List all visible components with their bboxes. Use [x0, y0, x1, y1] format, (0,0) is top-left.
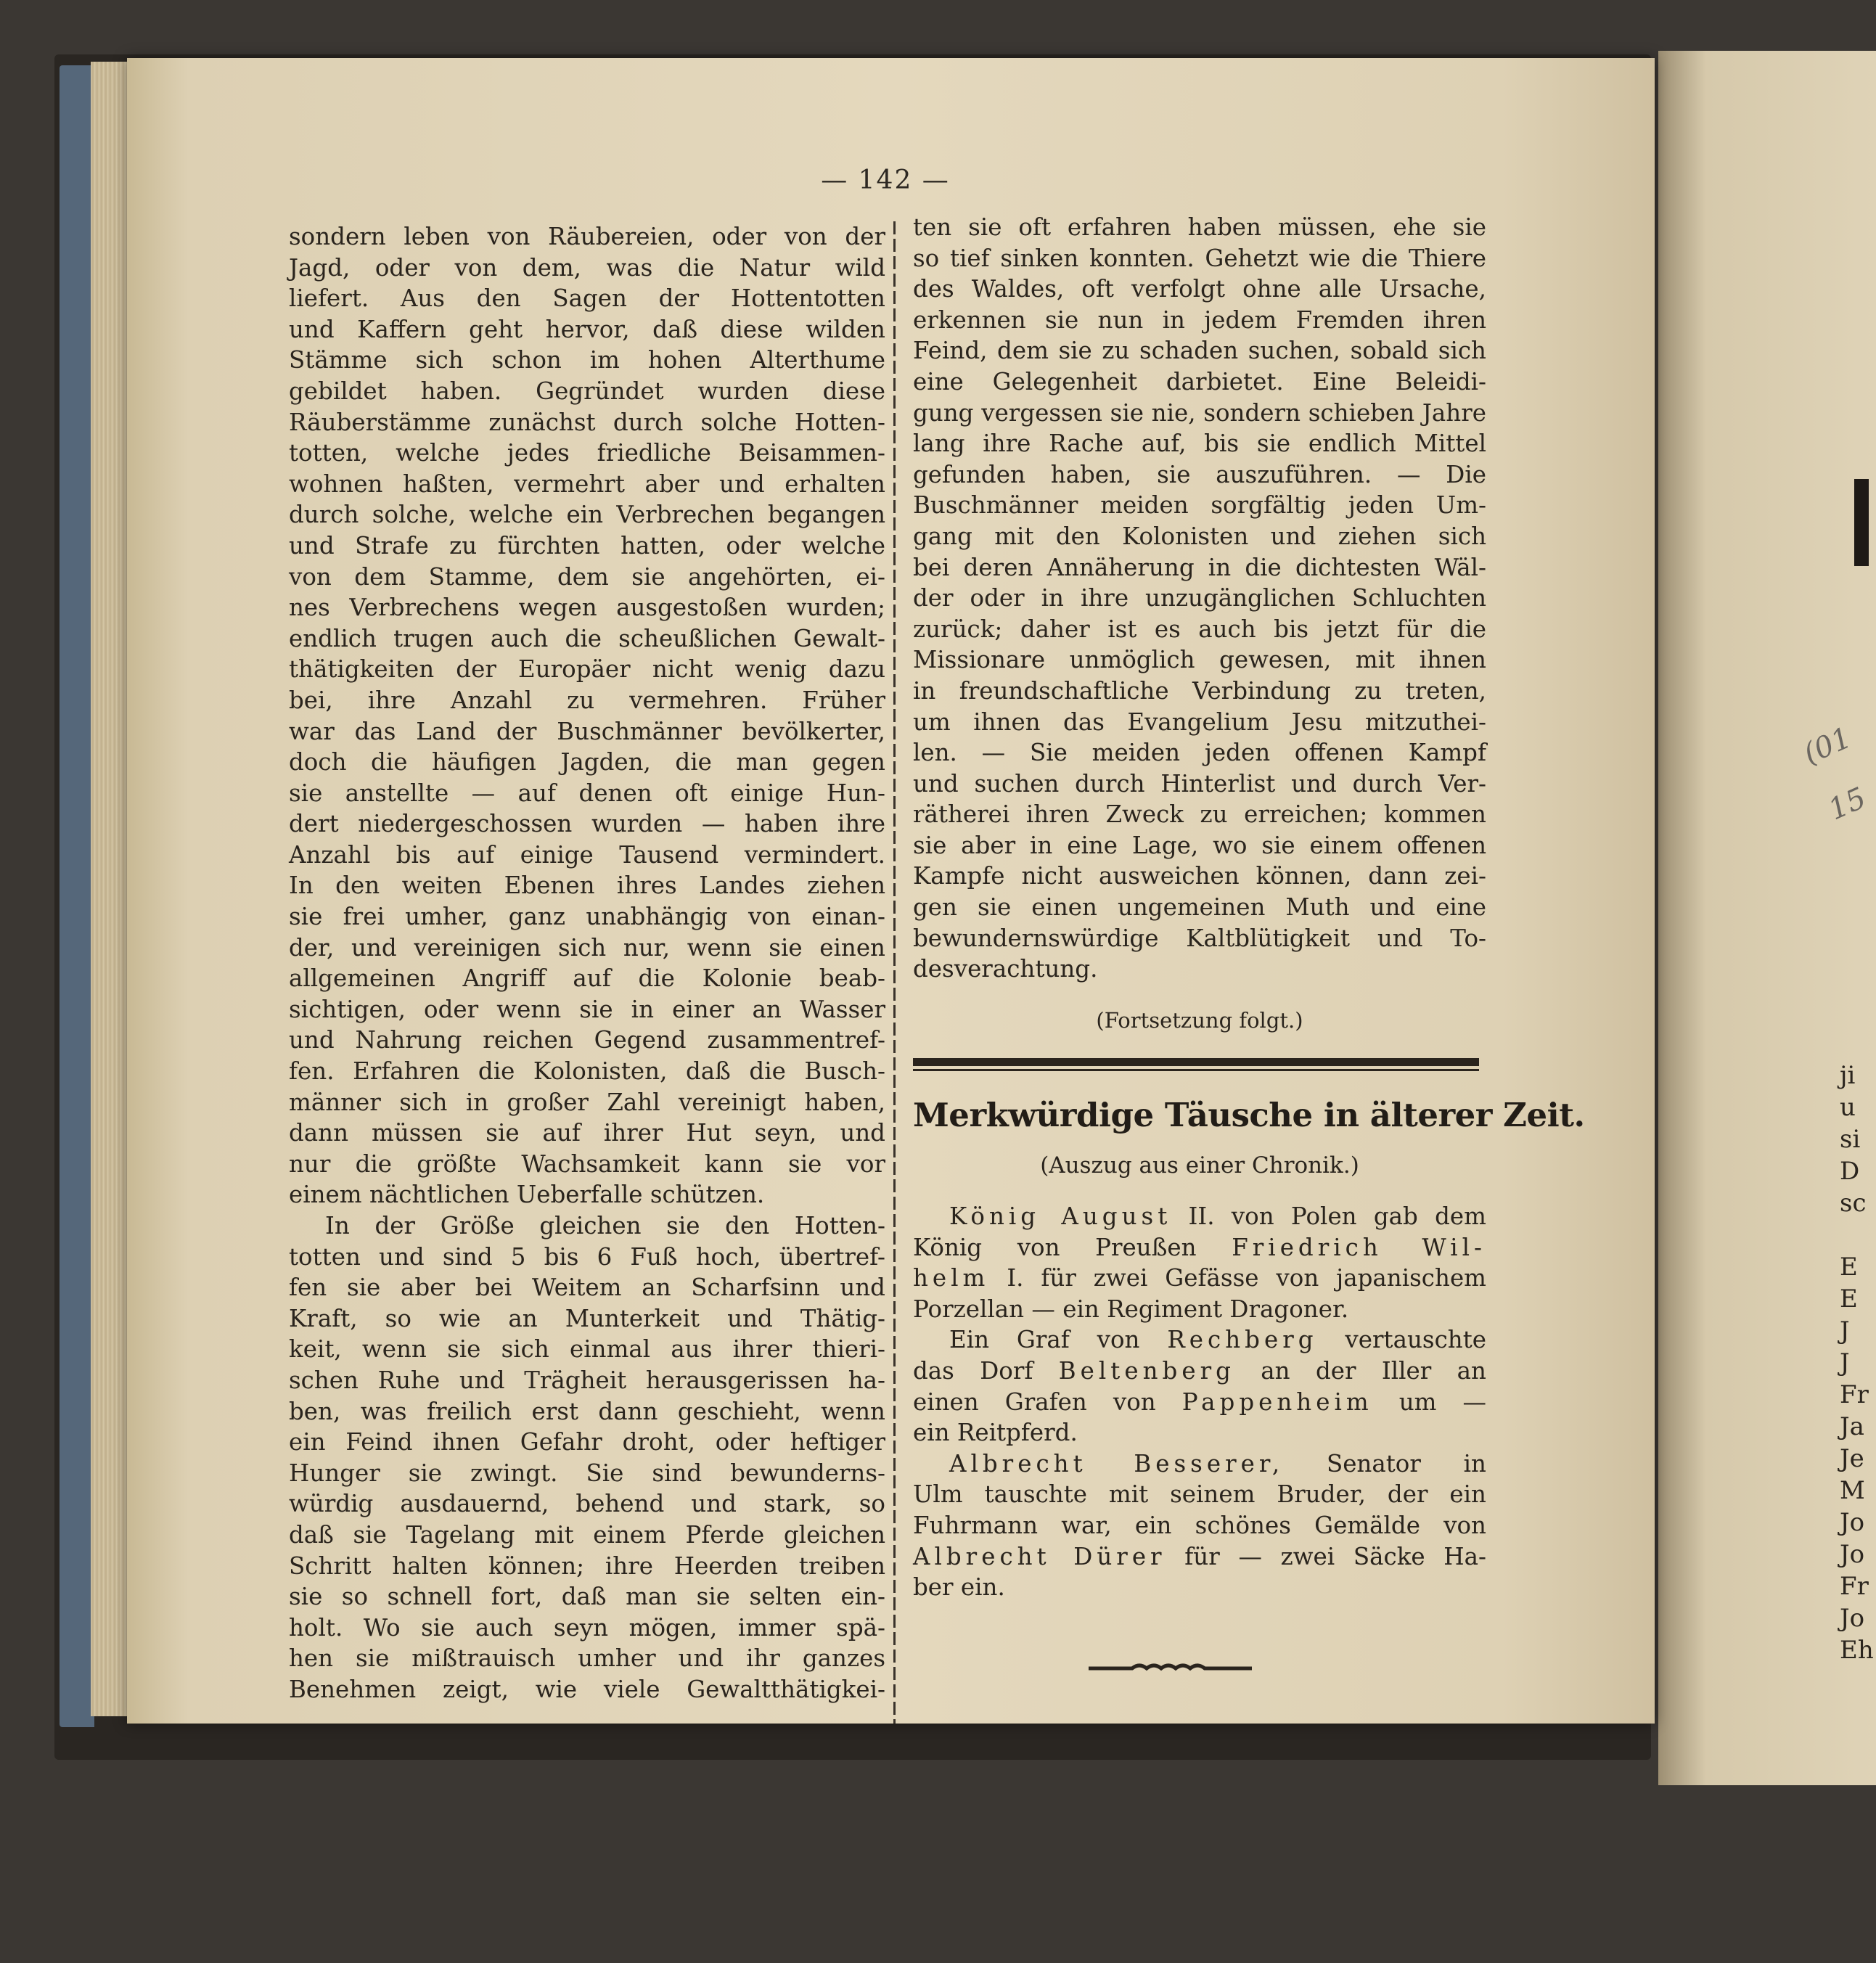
text-line: durch solche, welche ein Verbrechen begangen [289, 501, 885, 529]
text-line: erkennen sie nun in jedem Fremden ihren [913, 306, 1486, 334]
text-line: sie anstellte — auf denen oft einige Hun- [289, 779, 885, 807]
place-name: Beltenberg [1058, 1356, 1235, 1385]
text-line: ein Reitpferd. [913, 1419, 1078, 1447]
text-line: Fuhrmann war, ein schönes Gemälde von [913, 1511, 1486, 1539]
facing-page-letters: Eh [1840, 1636, 1874, 1665]
text-line: schen Ruhe und Trägheit herausgerissen ha- [289, 1366, 885, 1394]
facing-page-letters: J [1840, 1348, 1850, 1377]
facing-page-letters: sc [1840, 1189, 1867, 1218]
text-line: ein Feind ihnen Gefahr droht, oder heftiger [289, 1428, 885, 1456]
text-line: bei deren Annäherung in die dichtesten Wäl- [913, 553, 1486, 581]
text-line: ben, was freilich erst dann geschieht, wenn [289, 1397, 885, 1425]
text-line: dann müssen sie auf ihrer Hut seyn, und [289, 1119, 885, 1147]
text-line: Feind, dem sie zu schaden suchen, sobald sich [913, 337, 1486, 365]
text-line: ten sie oft erfahren haben müssen, ehe sie [913, 213, 1486, 241]
text-line: um ihnen das Evangelium Jesu mitzuthei- [913, 708, 1486, 736]
facing-page-letters: E [1840, 1284, 1858, 1314]
section-rule [913, 1058, 1479, 1073]
facing-page-letters: D [1840, 1157, 1860, 1186]
text-line: Kampfe nicht ausweichen können, dann zei- [913, 862, 1486, 890]
text-line: Anzahl bis auf einige Tausend vermindert. [289, 840, 885, 869]
text-line: und suchen durch Hinterlist und durch Ver- [913, 769, 1486, 798]
text-line: liefert. Aus den Sagen der Hottentotten [289, 284, 885, 313]
text-line: Räuberstämme zunächst durch solche Hotten- [289, 408, 885, 436]
text-line: des Waldes, oft verfolgt ohne alle Ursache, [913, 275, 1486, 303]
text-line: bei, ihre Anzahl zu vermehren. Früher [289, 686, 885, 714]
facing-page-letters: Fr [1840, 1380, 1869, 1409]
text-line: eine Gelegenheit darbietet. Eine Beleidi- [913, 367, 1486, 396]
text-line: in freundschaftliche Verbindung zu treten, [913, 676, 1486, 705]
text-line: Kraft, so wie an Munterkeit und Thätig- [289, 1304, 885, 1332]
facing-page-letters: si [1840, 1125, 1861, 1154]
text-line: würdig ausdauernd, behend und stark, so [289, 1490, 885, 1518]
facing-page-letters: Je [1840, 1444, 1864, 1473]
text-line: ber ein. [913, 1573, 1005, 1602]
text-line: sie aber in eine Lage, wo sie einem offenen [913, 831, 1486, 859]
facing-page-letters: Ja [1840, 1412, 1864, 1441]
text-line: Benehmen zeigt, wie viele Gewaltthätigkei- [289, 1675, 885, 1703]
text-line: fen sie aber bei Weitem an Scharfsinn und [289, 1274, 885, 1302]
facing-page-letters: Fr [1840, 1572, 1869, 1601]
text-line: Ulm tauschte mit seinem Bruder, der ein [913, 1480, 1486, 1509]
person-name: Pappenheim [1181, 1388, 1373, 1416]
page-marker [1854, 479, 1869, 566]
text-line: lang ihre Rache auf, bis sie endlich Mittel [913, 430, 1486, 458]
text-line: helm I. für zwei Gefässe von japanischem [913, 1264, 1486, 1292]
text-line: len. — Sie meiden jeden offenen Kampf [913, 739, 1486, 767]
text-line: und Kaffern geht hervor, daß diese wilden [289, 315, 885, 343]
facing-page-letters: ji [1840, 1061, 1856, 1090]
text-line: totten, welche jedes friedliche Beisammen- [289, 439, 885, 467]
text-line: König von Preußen Friedrich Wil- [913, 1233, 1486, 1261]
facing-page-letters: Jo [1840, 1508, 1865, 1537]
text-line: keit, wenn sie sich einmal aus ihrer thieri- [289, 1335, 885, 1364]
text-line: Porzellan — ein Regiment Dragoner. [913, 1295, 1349, 1323]
text-line: Missionare unmöglich gewesen, mit ihnen [913, 646, 1486, 674]
text-line: einen Grafen von Pappenheim um — [913, 1388, 1486, 1416]
text-line: einem nächtlichen Ueberfalle schützen. [289, 1181, 765, 1209]
text-line: gang mit den Kolonisten und ziehen sich [913, 522, 1486, 550]
column-divider [893, 221, 896, 1724]
text-line: gefunden haben, sie auszuführen. — Die [913, 460, 1486, 488]
text-line: Albrecht Dürer für — zwei Säcke Ha- [913, 1542, 1486, 1570]
text-line: und Strafe zu fürchten hatten, oder welche [289, 531, 885, 560]
text-line: sondern leben von Räubereien, oder von der [289, 223, 885, 250]
facing-page-letters [1840, 1219, 1869, 1251]
facing-page-letters: M [1840, 1476, 1865, 1505]
text-line: thätigkeiten der Europäer nicht wenig dazu [289, 655, 885, 684]
article-subtitle: (Auszug aus einer Chronik.) [1040, 1152, 1359, 1179]
text-line: nur die größte Wachsamkeit kann sie vor [289, 1149, 885, 1178]
text-line: das Dorf Beltenberg an der Iller an [913, 1356, 1486, 1385]
text-line: daß sie Tagelang mit einem Pferde gleichen [289, 1520, 885, 1549]
facing-page-letters: E [1840, 1253, 1858, 1282]
text-line: rätherei ihren Zweck zu erreichen; kommen [913, 800, 1486, 829]
text-line: In den weiten Ebenen ihres Landes ziehen [289, 872, 885, 900]
person-name: helm [913, 1264, 990, 1292]
person-name: König August [949, 1202, 1172, 1230]
text-line: dert niedergeschossen wurden — haben ihre [289, 810, 885, 838]
text-line: König August II. von Polen gab dem [949, 1202, 1486, 1230]
text-line: allgemeinen Angriff auf die Kolonie beab- [289, 964, 885, 993]
text-line: gen sie einen ungemeinen Muth und eine [913, 893, 1486, 922]
text-line: wohnen haßten, vermehrt aber und erhalten [289, 470, 885, 498]
person-name: Albrecht Besserer, [949, 1449, 1285, 1478]
text-line: hen sie mißtrauisch umher und ihr ganzes [289, 1644, 885, 1673]
text-line: Schritt halten können; ihre Heerden treiben [289, 1552, 885, 1580]
text-line: war das Land der Buschmänner bevölkerter, [289, 717, 885, 745]
left-column [289, 221, 885, 1731]
text-line: holt. Wo sie auch seyn mögen, immer spä- [289, 1613, 885, 1642]
facing-page-letters: Jo [1840, 1540, 1865, 1569]
continued-note: (Fortsetzung folgt.) [1096, 1007, 1303, 1033]
facing-page-letters: u [1840, 1093, 1856, 1122]
text-line: so tief sinken konnten. Gehetzt wie die Thiere [913, 244, 1486, 272]
text-line: der oder in ihre unzugänglichen Schluchten [913, 584, 1486, 612]
text-line: Hunger sie zwingt. Sie sind bewunderns- [289, 1459, 885, 1487]
text-line: Jagd, oder von dem, was die Natur wild [289, 253, 885, 282]
text-line: In der Größe gleichen sie den Hotten- [325, 1212, 885, 1239]
book-spine-binding [60, 65, 94, 1727]
pencil-annotation: (01 [1798, 721, 1856, 771]
text-line: zurück; daher ist es auch bis jetzt für die [913, 615, 1486, 643]
article-body [913, 1201, 1486, 1603]
text-line: von dem Stamme, dem sie angehörten, ei- [289, 562, 885, 591]
facing-page-letters: Jo [1840, 1604, 1865, 1633]
text-line: Stämme sich schon im hohen Alterthume [289, 346, 885, 374]
text-line: sie so schnell fort, daß man sie selten ein- [289, 1583, 885, 1611]
pencil-annotation: 15 [1823, 781, 1872, 827]
facing-page-text-fragment [1840, 1060, 1874, 1666]
text-line: und Nahrung reichen Gegend zusammentref- [289, 1026, 885, 1054]
person-name: Albrecht Dürer [913, 1542, 1166, 1570]
text-line: sie frei umher, ganz unabhängig von einan- [289, 903, 885, 931]
text-line: Buschmänner meiden sorgfältig jeden Um- [913, 491, 1486, 520]
text-line: totten und sind 5 bis 6 Fuß hoch, übertref- [289, 1242, 885, 1271]
text-line: gebildet haben. Gegründet wurden diese [289, 377, 885, 405]
text-line: endlich trugen auch die scheußlichen Gewalt- [289, 624, 885, 652]
text-line: bewundernswürdige Kaltblütigkeit und To- [913, 924, 1486, 952]
text-line: desverachtung. [913, 955, 1098, 983]
person-name: Rechberg [1167, 1326, 1318, 1354]
text-line: gung vergessen sie nie, sondern schieben Jahre [913, 398, 1486, 427]
facing-page-letters: J [1840, 1316, 1850, 1345]
page-number: — 142 — [821, 165, 950, 195]
text-line: der, und vereinigen sich nur, wenn sie einen [289, 933, 885, 962]
text-line: fen. Erfahren die Kolonisten, daß die Busch- [289, 1057, 885, 1086]
text-line: Ein Graf von Rechberg vertauschte [949, 1326, 1486, 1354]
person-name: Friedrich Wil- [1232, 1233, 1486, 1261]
text-line: sichtigen, oder wenn sie in einer an Wasser [289, 995, 885, 1023]
text-line: doch die häufigen Jagden, die man gegen [289, 748, 885, 776]
article-title: Merkwürdige Täusche in älterer Zeit. [913, 1096, 1585, 1134]
text-line: Albrecht Besserer, Senator in [949, 1449, 1486, 1478]
end-flourish [1089, 1658, 1252, 1677]
text-line: männer sich in großer Zahl vereinigt haben, [289, 1088, 885, 1116]
text-line: nes Verbrechens wegen ausgestoßen wurden; [289, 594, 885, 622]
right-column [913, 212, 1486, 1036]
